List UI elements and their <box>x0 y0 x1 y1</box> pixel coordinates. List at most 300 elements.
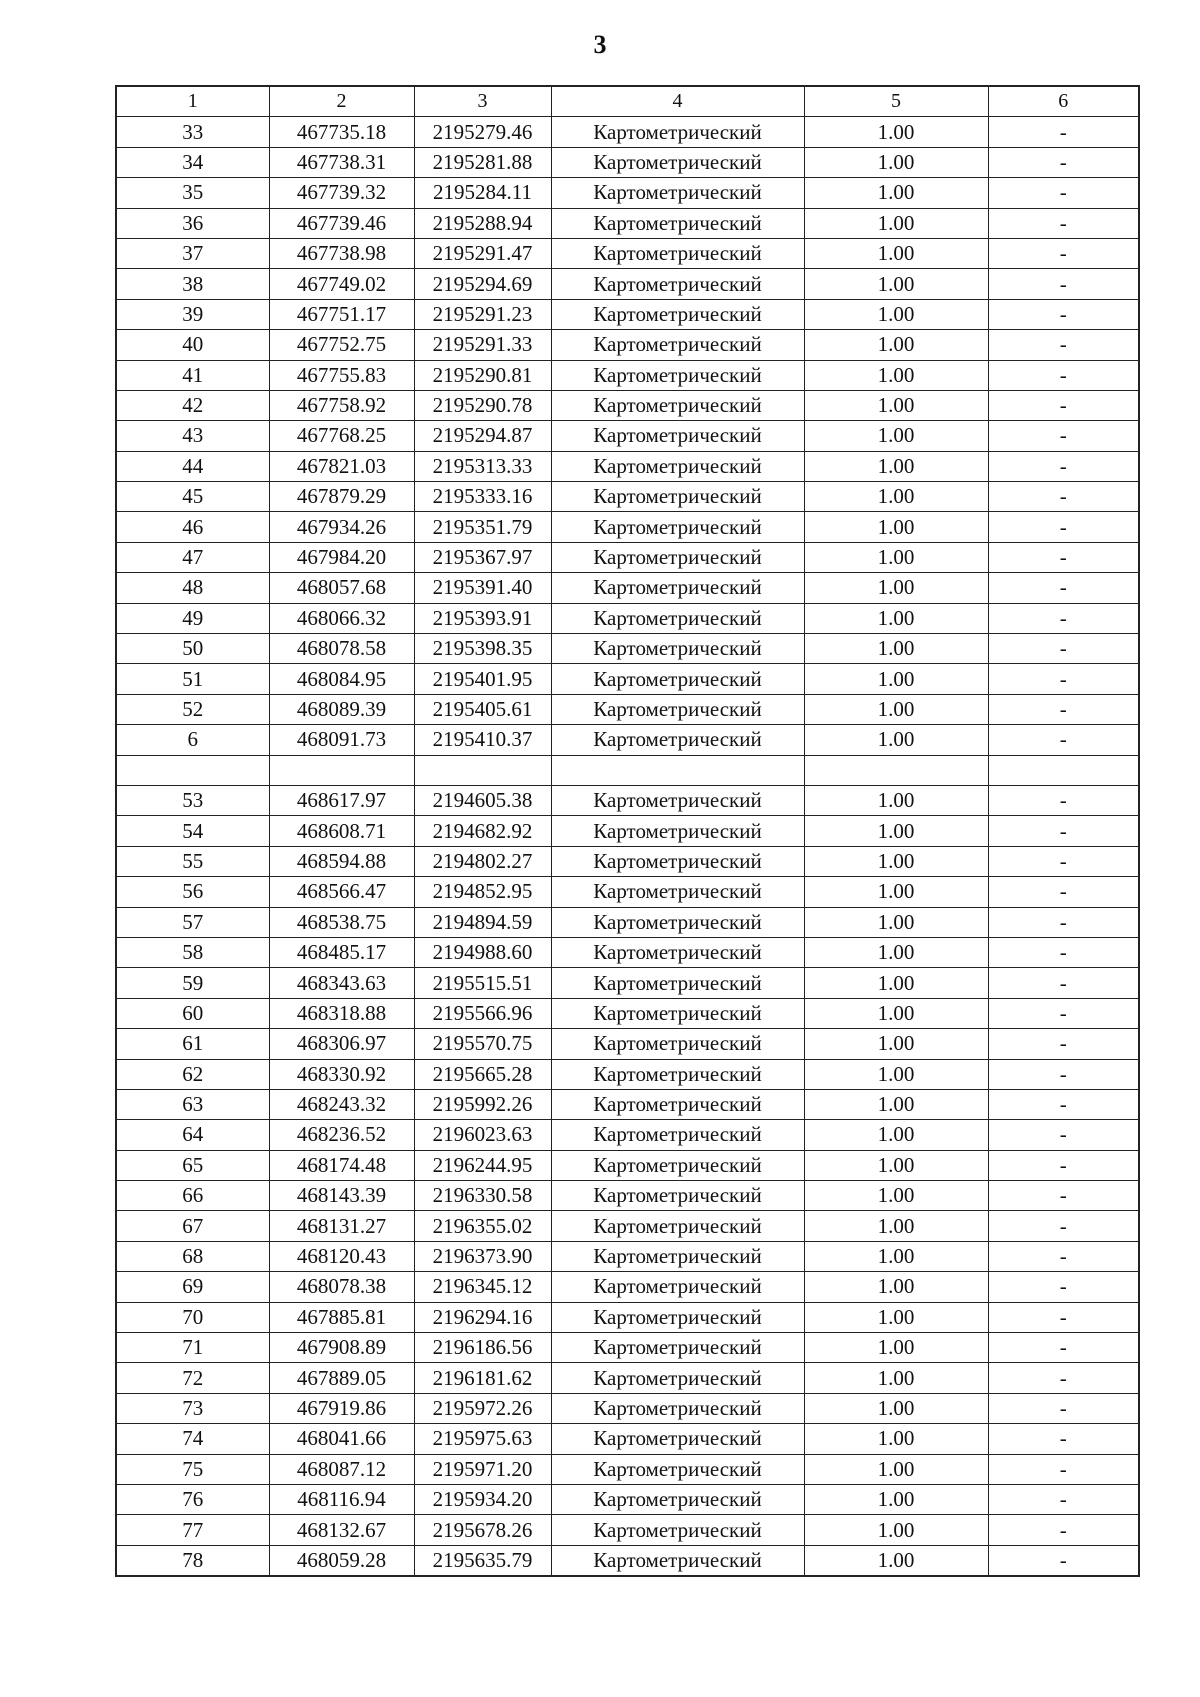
method-cell: Картометрический <box>551 117 804 147</box>
point-number-cell: 67 <box>116 1211 269 1241</box>
accuracy-cell: 1.00 <box>804 634 988 664</box>
note-cell: - <box>988 208 1139 238</box>
point-number-cell: 58 <box>116 937 269 967</box>
note-cell: - <box>988 421 1139 451</box>
accuracy-cell: 1.00 <box>804 1484 988 1514</box>
accuracy-cell: 1.00 <box>804 147 988 177</box>
method-cell: Картометрический <box>551 1029 804 1059</box>
note-cell: - <box>988 299 1139 329</box>
point-number-cell: 75 <box>116 1454 269 1484</box>
x-coordinate-cell: 468131.27 <box>269 1211 414 1241</box>
point-number-cell: 6 <box>116 725 269 755</box>
method-cell: Картометрический <box>551 451 804 481</box>
table-row <box>116 1424 1139 1454</box>
point-number-cell: 74 <box>116 1424 269 1454</box>
note-cell: - <box>988 178 1139 208</box>
point-number-cell: 40 <box>116 330 269 360</box>
x-coordinate-cell: 468059.28 <box>269 1545 414 1576</box>
table-row <box>116 1120 1139 1150</box>
point-number-cell: 62 <box>116 1059 269 1089</box>
point-number-cell: 47 <box>116 542 269 572</box>
x-coordinate-cell: 467752.75 <box>269 330 414 360</box>
y-coordinate-cell <box>414 755 551 785</box>
x-coordinate-cell: 468243.32 <box>269 1089 414 1119</box>
y-coordinate-cell: 2195294.87 <box>414 421 551 451</box>
x-coordinate-cell: 468087.12 <box>269 1454 414 1484</box>
accuracy-cell: 1.00 <box>804 1150 988 1180</box>
table-row <box>116 1272 1139 1302</box>
accuracy-cell: 1.00 <box>804 573 988 603</box>
point-number-cell: 77 <box>116 1515 269 1545</box>
x-coordinate-cell: 467738.31 <box>269 147 414 177</box>
method-cell: Картометрический <box>551 1302 804 1332</box>
table-row <box>116 755 1139 785</box>
point-number-cell: 41 <box>116 360 269 390</box>
point-number-cell: 36 <box>116 208 269 238</box>
accuracy-cell: 1.00 <box>804 968 988 998</box>
point-number-cell: 54 <box>116 816 269 846</box>
accuracy-cell: 1.00 <box>804 208 988 238</box>
method-cell: Картометрический <box>551 1515 804 1545</box>
x-coordinate-cell: 468116.94 <box>269 1484 414 1514</box>
accuracy-cell: 1.00 <box>804 1545 988 1576</box>
accuracy-cell: 1.00 <box>804 725 988 755</box>
method-cell: Картометрический <box>551 816 804 846</box>
table-row <box>116 451 1139 481</box>
y-coordinate-cell: 2195313.33 <box>414 451 551 481</box>
point-number-cell: 56 <box>116 877 269 907</box>
accuracy-cell: 1.00 <box>804 238 988 268</box>
x-coordinate-cell: 467885.81 <box>269 1302 414 1332</box>
method-cell: Картометрический <box>551 1120 804 1150</box>
y-coordinate-cell: 2195566.96 <box>414 998 551 1028</box>
table-row <box>116 208 1139 238</box>
y-coordinate-cell: 2195934.20 <box>414 1484 551 1514</box>
y-coordinate-cell: 2195391.40 <box>414 573 551 603</box>
table-header-row <box>116 86 1139 117</box>
point-number-cell <box>116 755 269 785</box>
point-number-cell: 72 <box>116 1363 269 1393</box>
y-coordinate-cell: 2194852.95 <box>414 877 551 907</box>
table-row <box>116 603 1139 633</box>
x-coordinate-cell: 468091.73 <box>269 725 414 755</box>
method-cell: Картометрический <box>551 937 804 967</box>
note-cell: - <box>988 1333 1139 1363</box>
y-coordinate-cell: 2195351.79 <box>414 512 551 542</box>
y-coordinate-cell: 2195288.94 <box>414 208 551 238</box>
column-header-3: 3 <box>414 86 551 117</box>
table-row <box>116 634 1139 664</box>
point-number-cell: 48 <box>116 573 269 603</box>
accuracy-cell: 1.00 <box>804 907 988 937</box>
y-coordinate-cell: 2196330.58 <box>414 1181 551 1211</box>
point-number-cell: 73 <box>116 1393 269 1423</box>
method-cell: Картометрический <box>551 178 804 208</box>
coordinates-table <box>115 85 1140 1577</box>
y-coordinate-cell: 2195290.81 <box>414 360 551 390</box>
x-coordinate-cell: 468078.38 <box>269 1272 414 1302</box>
table-row <box>116 907 1139 937</box>
accuracy-cell: 1.00 <box>804 1424 988 1454</box>
point-number-cell: 63 <box>116 1089 269 1119</box>
note-cell: - <box>988 573 1139 603</box>
accuracy-cell: 1.00 <box>804 330 988 360</box>
table-header <box>116 86 1139 117</box>
y-coordinate-cell: 2196186.56 <box>414 1333 551 1363</box>
y-coordinate-cell: 2195570.75 <box>414 1029 551 1059</box>
accuracy-cell: 1.00 <box>804 1302 988 1332</box>
table-row <box>116 968 1139 998</box>
note-cell: - <box>988 1241 1139 1271</box>
table-row <box>116 178 1139 208</box>
x-coordinate-cell: 467738.98 <box>269 238 414 268</box>
y-coordinate-cell: 2195972.26 <box>414 1393 551 1423</box>
note-cell: - <box>988 1059 1139 1089</box>
note-cell: - <box>988 1181 1139 1211</box>
y-coordinate-cell: 2195291.47 <box>414 238 551 268</box>
method-cell: Картометрический <box>551 1333 804 1363</box>
column-header-2: 2 <box>269 86 414 117</box>
x-coordinate-cell: 468078.58 <box>269 634 414 664</box>
accuracy-cell: 1.00 <box>804 877 988 907</box>
accuracy-cell: 1.00 <box>804 1454 988 1484</box>
y-coordinate-cell: 2195975.63 <box>414 1424 551 1454</box>
x-coordinate-cell: 468143.39 <box>269 1181 414 1211</box>
x-coordinate-cell: 467889.05 <box>269 1363 414 1393</box>
y-coordinate-cell: 2195410.37 <box>414 725 551 755</box>
accuracy-cell: 1.00 <box>804 178 988 208</box>
point-number-cell: 46 <box>116 512 269 542</box>
table-row <box>116 299 1139 329</box>
accuracy-cell: 1.00 <box>804 785 988 815</box>
method-cell: Картометрический <box>551 968 804 998</box>
point-number-cell: 59 <box>116 968 269 998</box>
table-row <box>116 1393 1139 1423</box>
point-number-cell: 55 <box>116 846 269 876</box>
table-body <box>116 117 1139 1576</box>
note-cell: - <box>988 117 1139 147</box>
y-coordinate-cell: 2196294.16 <box>414 1302 551 1332</box>
y-coordinate-cell: 2196373.90 <box>414 1241 551 1271</box>
y-coordinate-cell: 2195971.20 <box>414 1454 551 1484</box>
table-row <box>116 269 1139 299</box>
x-coordinate-cell: 468041.66 <box>269 1424 414 1454</box>
table-row <box>116 1454 1139 1484</box>
note-cell: - <box>988 1029 1139 1059</box>
table-row <box>116 1029 1139 1059</box>
y-coordinate-cell: 2195367.97 <box>414 542 551 572</box>
table-row <box>116 694 1139 724</box>
note-cell <box>988 755 1139 785</box>
note-cell: - <box>988 877 1139 907</box>
note-cell: - <box>988 998 1139 1028</box>
y-coordinate-cell: 2194682.92 <box>414 816 551 846</box>
x-coordinate-cell: 467908.89 <box>269 1333 414 1363</box>
point-number-cell: 39 <box>116 299 269 329</box>
y-coordinate-cell: 2195393.91 <box>414 603 551 633</box>
y-coordinate-cell: 2195294.69 <box>414 269 551 299</box>
table-row <box>116 360 1139 390</box>
point-number-cell: 60 <box>116 998 269 1028</box>
point-number-cell: 71 <box>116 1333 269 1363</box>
table-row <box>116 877 1139 907</box>
accuracy-cell: 1.00 <box>804 1181 988 1211</box>
method-cell: Картометрический <box>551 360 804 390</box>
point-number-cell: 66 <box>116 1181 269 1211</box>
table-row <box>116 1150 1139 1180</box>
point-number-cell: 50 <box>116 634 269 664</box>
method-cell: Картометрический <box>551 1484 804 1514</box>
table-row <box>116 542 1139 572</box>
method-cell: Картометрический <box>551 1059 804 1089</box>
note-cell: - <box>988 542 1139 572</box>
accuracy-cell: 1.00 <box>804 360 988 390</box>
note-cell: - <box>988 1272 1139 1302</box>
note-cell: - <box>988 1211 1139 1241</box>
table-row <box>116 238 1139 268</box>
accuracy-cell: 1.00 <box>804 846 988 876</box>
method-cell: Картометрический <box>551 573 804 603</box>
x-coordinate-cell: 467749.02 <box>269 269 414 299</box>
x-coordinate-cell: 467751.17 <box>269 299 414 329</box>
point-number-cell: 68 <box>116 1241 269 1271</box>
table-row <box>116 1241 1139 1271</box>
point-number-cell: 45 <box>116 482 269 512</box>
table-row <box>116 147 1139 177</box>
table-row <box>116 937 1139 967</box>
y-coordinate-cell: 2195291.23 <box>414 299 551 329</box>
point-number-cell: 61 <box>116 1029 269 1059</box>
x-coordinate-cell: 468120.43 <box>269 1241 414 1271</box>
accuracy-cell: 1.00 <box>804 816 988 846</box>
note-cell: - <box>988 603 1139 633</box>
column-header-1: 1 <box>116 86 269 117</box>
point-number-cell: 76 <box>116 1484 269 1514</box>
accuracy-cell: 1.00 <box>804 1363 988 1393</box>
method-cell: Картометрический <box>551 877 804 907</box>
note-cell: - <box>988 968 1139 998</box>
note-cell: - <box>988 1424 1139 1454</box>
x-coordinate-cell: 468132.67 <box>269 1515 414 1545</box>
method-cell: Картометрический <box>551 1089 804 1119</box>
point-number-cell: 52 <box>116 694 269 724</box>
table-row <box>116 1363 1139 1393</box>
y-coordinate-cell: 2196181.62 <box>414 1363 551 1393</box>
method-cell: Картометрический <box>551 1545 804 1576</box>
method-cell: Картометрический <box>551 512 804 542</box>
accuracy-cell: 1.00 <box>804 269 988 299</box>
table-row <box>116 330 1139 360</box>
table-row <box>116 1211 1139 1241</box>
note-cell: - <box>988 512 1139 542</box>
y-coordinate-cell: 2194988.60 <box>414 937 551 967</box>
method-cell: Картометрический <box>551 846 804 876</box>
accuracy-cell <box>804 755 988 785</box>
x-coordinate-cell: 468343.63 <box>269 968 414 998</box>
note-cell: - <box>988 1150 1139 1180</box>
method-cell: Картометрический <box>551 694 804 724</box>
table-row <box>116 482 1139 512</box>
accuracy-cell: 1.00 <box>804 1241 988 1271</box>
table-row <box>116 573 1139 603</box>
y-coordinate-cell: 2195678.26 <box>414 1515 551 1545</box>
y-coordinate-cell: 2195333.16 <box>414 482 551 512</box>
point-number-cell: 37 <box>116 238 269 268</box>
point-number-cell: 33 <box>116 117 269 147</box>
method-cell <box>551 755 804 785</box>
accuracy-cell: 1.00 <box>804 421 988 451</box>
x-coordinate-cell: 467934.26 <box>269 512 414 542</box>
y-coordinate-cell: 2195665.28 <box>414 1059 551 1089</box>
method-cell: Картометрический <box>551 421 804 451</box>
y-coordinate-cell: 2195405.61 <box>414 694 551 724</box>
x-coordinate-cell: 467768.25 <box>269 421 414 451</box>
x-coordinate-cell: 468330.92 <box>269 1059 414 1089</box>
accuracy-cell: 1.00 <box>804 1393 988 1423</box>
method-cell: Картометрический <box>551 1363 804 1393</box>
table-row <box>116 785 1139 815</box>
method-cell: Картометрический <box>551 482 804 512</box>
x-coordinate-cell: 467755.83 <box>269 360 414 390</box>
y-coordinate-cell: 2195279.46 <box>414 117 551 147</box>
note-cell: - <box>988 725 1139 755</box>
point-number-cell: 53 <box>116 785 269 815</box>
x-coordinate-cell: 468485.17 <box>269 937 414 967</box>
table-row <box>116 1484 1139 1514</box>
note-cell: - <box>988 816 1139 846</box>
x-coordinate-cell: 468057.68 <box>269 573 414 603</box>
table-row <box>116 998 1139 1028</box>
point-number-cell: 34 <box>116 147 269 177</box>
table-row <box>116 421 1139 451</box>
table-row <box>116 846 1139 876</box>
point-number-cell: 49 <box>116 603 269 633</box>
table-row <box>116 1089 1139 1119</box>
y-coordinate-cell: 2195281.88 <box>414 147 551 177</box>
x-coordinate-cell: 468318.88 <box>269 998 414 1028</box>
y-coordinate-cell: 2194802.27 <box>414 846 551 876</box>
method-cell: Картометрический <box>551 147 804 177</box>
x-coordinate-cell: 468617.97 <box>269 785 414 815</box>
accuracy-cell: 1.00 <box>804 390 988 420</box>
x-coordinate-cell: 468084.95 <box>269 664 414 694</box>
method-cell: Картометрический <box>551 725 804 755</box>
x-coordinate-cell: 468306.97 <box>269 1029 414 1059</box>
note-cell: - <box>988 1454 1139 1484</box>
x-coordinate-cell: 467739.32 <box>269 178 414 208</box>
method-cell: Картометрический <box>551 634 804 664</box>
y-coordinate-cell: 2196345.12 <box>414 1272 551 1302</box>
note-cell: - <box>988 269 1139 299</box>
method-cell: Картометрический <box>551 785 804 815</box>
method-cell: Картометрический <box>551 603 804 633</box>
accuracy-cell: 1.00 <box>804 117 988 147</box>
note-cell: - <box>988 634 1139 664</box>
accuracy-cell: 1.00 <box>804 1120 988 1150</box>
method-cell: Картометрический <box>551 1211 804 1241</box>
table-row <box>116 664 1139 694</box>
method-cell: Картометрический <box>551 664 804 694</box>
method-cell: Картометрический <box>551 907 804 937</box>
point-number-cell: 38 <box>116 269 269 299</box>
table-row <box>116 1059 1139 1089</box>
accuracy-cell: 1.00 <box>804 603 988 633</box>
note-cell: - <box>988 482 1139 512</box>
accuracy-cell: 1.00 <box>804 664 988 694</box>
accuracy-cell: 1.00 <box>804 512 988 542</box>
note-cell: - <box>988 1363 1139 1393</box>
point-number-cell: 44 <box>116 451 269 481</box>
x-coordinate-cell: 468236.52 <box>269 1120 414 1150</box>
table-row <box>116 1181 1139 1211</box>
column-header-6: 6 <box>988 86 1139 117</box>
y-coordinate-cell: 2196023.63 <box>414 1120 551 1150</box>
note-cell: - <box>988 1515 1139 1545</box>
table-row <box>116 1302 1139 1332</box>
y-coordinate-cell: 2194894.59 <box>414 907 551 937</box>
accuracy-cell: 1.00 <box>804 1333 988 1363</box>
y-coordinate-cell: 2195398.35 <box>414 634 551 664</box>
page-number: 3 <box>593 30 607 59</box>
note-cell: - <box>988 937 1139 967</box>
table-row <box>116 117 1139 147</box>
method-cell: Картометрический <box>551 208 804 238</box>
accuracy-cell: 1.00 <box>804 542 988 572</box>
method-cell: Картометрический <box>551 1393 804 1423</box>
accuracy-cell: 1.00 <box>804 299 988 329</box>
table-row <box>116 1515 1139 1545</box>
point-number-cell: 42 <box>116 390 269 420</box>
point-number-cell: 64 <box>116 1120 269 1150</box>
x-coordinate-cell: 467758.92 <box>269 390 414 420</box>
y-coordinate-cell: 2195401.95 <box>414 664 551 694</box>
accuracy-cell: 1.00 <box>804 694 988 724</box>
x-coordinate-cell: 468066.32 <box>269 603 414 633</box>
note-cell: - <box>988 1089 1139 1119</box>
y-coordinate-cell: 2195291.33 <box>414 330 551 360</box>
x-coordinate-cell: 468174.48 <box>269 1150 414 1180</box>
x-coordinate-cell: 467919.86 <box>269 1393 414 1423</box>
x-coordinate-cell: 467879.29 <box>269 482 414 512</box>
note-cell: - <box>988 1302 1139 1332</box>
x-coordinate-cell: 467735.18 <box>269 117 414 147</box>
method-cell: Картометрический <box>551 998 804 1028</box>
note-cell: - <box>988 360 1139 390</box>
table-row <box>116 725 1139 755</box>
method-cell: Картометрический <box>551 269 804 299</box>
method-cell: Картометрический <box>551 1454 804 1484</box>
point-number-cell: 57 <box>116 907 269 937</box>
table-row <box>116 390 1139 420</box>
note-cell: - <box>988 390 1139 420</box>
accuracy-cell: 1.00 <box>804 1089 988 1119</box>
point-number-cell: 69 <box>116 1272 269 1302</box>
note-cell: - <box>988 846 1139 876</box>
point-number-cell: 35 <box>116 178 269 208</box>
method-cell: Картометрический <box>551 1181 804 1211</box>
note-cell: - <box>988 1393 1139 1423</box>
note-cell: - <box>988 664 1139 694</box>
note-cell: - <box>988 147 1139 177</box>
y-coordinate-cell: 2195515.51 <box>414 968 551 998</box>
method-cell: Картометрический <box>551 299 804 329</box>
y-coordinate-cell: 2195290.78 <box>414 390 551 420</box>
column-header-4: 4 <box>551 86 804 117</box>
y-coordinate-cell: 2196355.02 <box>414 1211 551 1241</box>
note-cell: - <box>988 907 1139 937</box>
x-coordinate-cell: 468566.47 <box>269 877 414 907</box>
accuracy-cell: 1.00 <box>804 1029 988 1059</box>
